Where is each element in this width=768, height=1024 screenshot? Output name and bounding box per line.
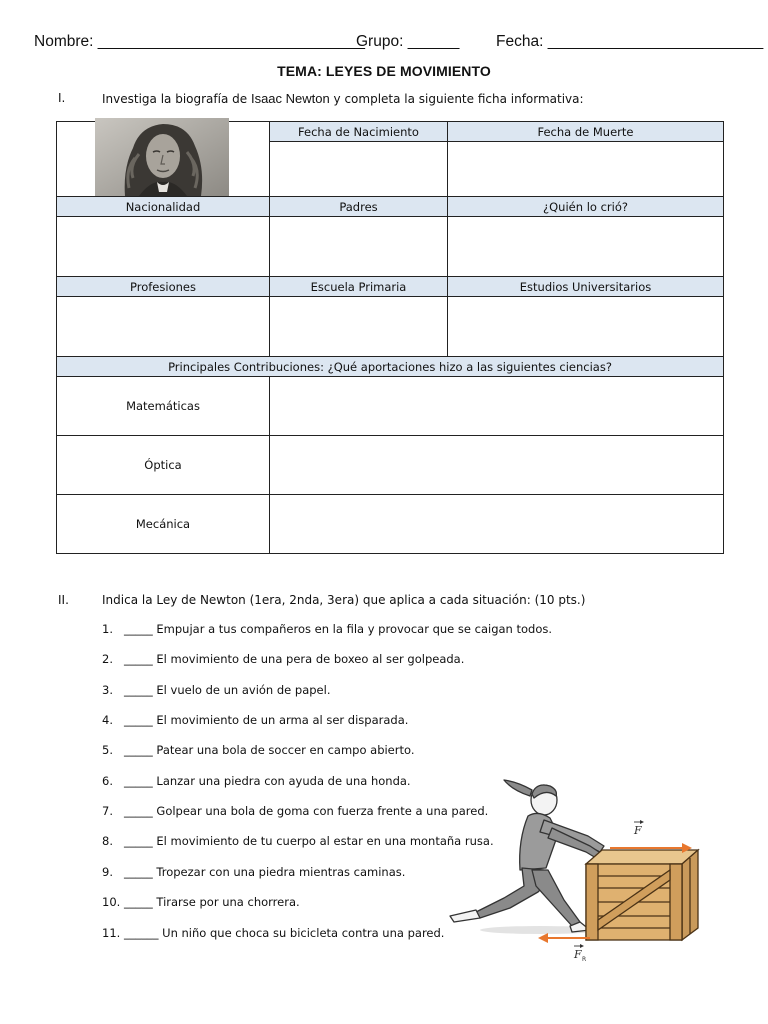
estudios-universitarios-header: Estudios Universitarios: [448, 277, 724, 297]
biography-table: [56, 121, 724, 554]
nacionalidad-answer[interactable]: [57, 217, 270, 277]
person-pushing-icon: [450, 780, 604, 932]
fecha-nacimiento-header: Fecha de Nacimiento: [270, 122, 448, 142]
grupo-field[interactable]: Grupo: ______: [356, 33, 460, 50]
nacionalidad-header: Nacionalidad: [57, 197, 270, 217]
nombre-field[interactable]: Nombre: _______________________________: [34, 33, 365, 50]
mecanica-answer[interactable]: [270, 495, 724, 554]
fecha-nacimiento-answer[interactable]: [270, 142, 448, 197]
wooden-crate-icon: [586, 850, 698, 940]
friction-force-arrow-icon: [538, 933, 590, 963]
profesiones-header: Profesiones: [57, 277, 270, 297]
pushing-crate-illustration: [440, 770, 710, 970]
student-header: [0, 33, 768, 55]
mecanica-label: Mecánica: [57, 495, 270, 554]
quien-lo-crio-header: ¿Quién lo crió?: [448, 197, 724, 217]
section-1-numeral: I.: [58, 91, 66, 105]
fecha-muerte-header: Fecha de Muerte: [448, 122, 724, 142]
contribuciones-header: Principales Contribuciones: ¿Qué aportaciones hizo a las siguientes ciencias?: [57, 357, 724, 377]
escuela-primaria-answer[interactable]: [270, 297, 448, 357]
applied-force-arrow-icon: [610, 820, 692, 853]
optica-answer[interactable]: [270, 436, 724, 495]
padres-header: Padres: [270, 197, 448, 217]
friction-subscript: R: [582, 956, 587, 963]
padres-answer[interactable]: [270, 217, 448, 277]
friction-label: F: [574, 948, 582, 961]
fecha-field[interactable]: Fecha: _________________________: [496, 33, 764, 50]
fecha-muerte-answer[interactable]: [448, 142, 724, 197]
force-label: F: [634, 824, 642, 837]
profesiones-answer[interactable]: [57, 297, 270, 357]
estudios-universitarios-answer[interactable]: [448, 297, 724, 357]
newton-portrait: [95, 118, 229, 196]
escuela-primaria-header: Escuela Primaria: [270, 277, 448, 297]
section-2-numeral: II.: [58, 593, 69, 607]
matematicas-label: Matemáticas: [57, 377, 270, 436]
optica-label: Óptica: [57, 436, 270, 495]
matematicas-answer[interactable]: [270, 377, 724, 436]
page-title: TEMA: LEYES DE MOVIMIENTO: [277, 63, 491, 79]
section-2-instructions: Indica la Ley de Newton (1era, 2nda, 3era) que aplica a cada situación: (10 pts.): [102, 593, 586, 607]
portrait-cell: [57, 122, 270, 197]
quien-lo-crio-answer[interactable]: [448, 217, 724, 277]
section-1-instructions: Investiga la biografía de Isaac Newton y completa la siguiente ficha informativa:: [102, 91, 584, 106]
newton-name: Isaac Newton: [250, 91, 330, 106]
